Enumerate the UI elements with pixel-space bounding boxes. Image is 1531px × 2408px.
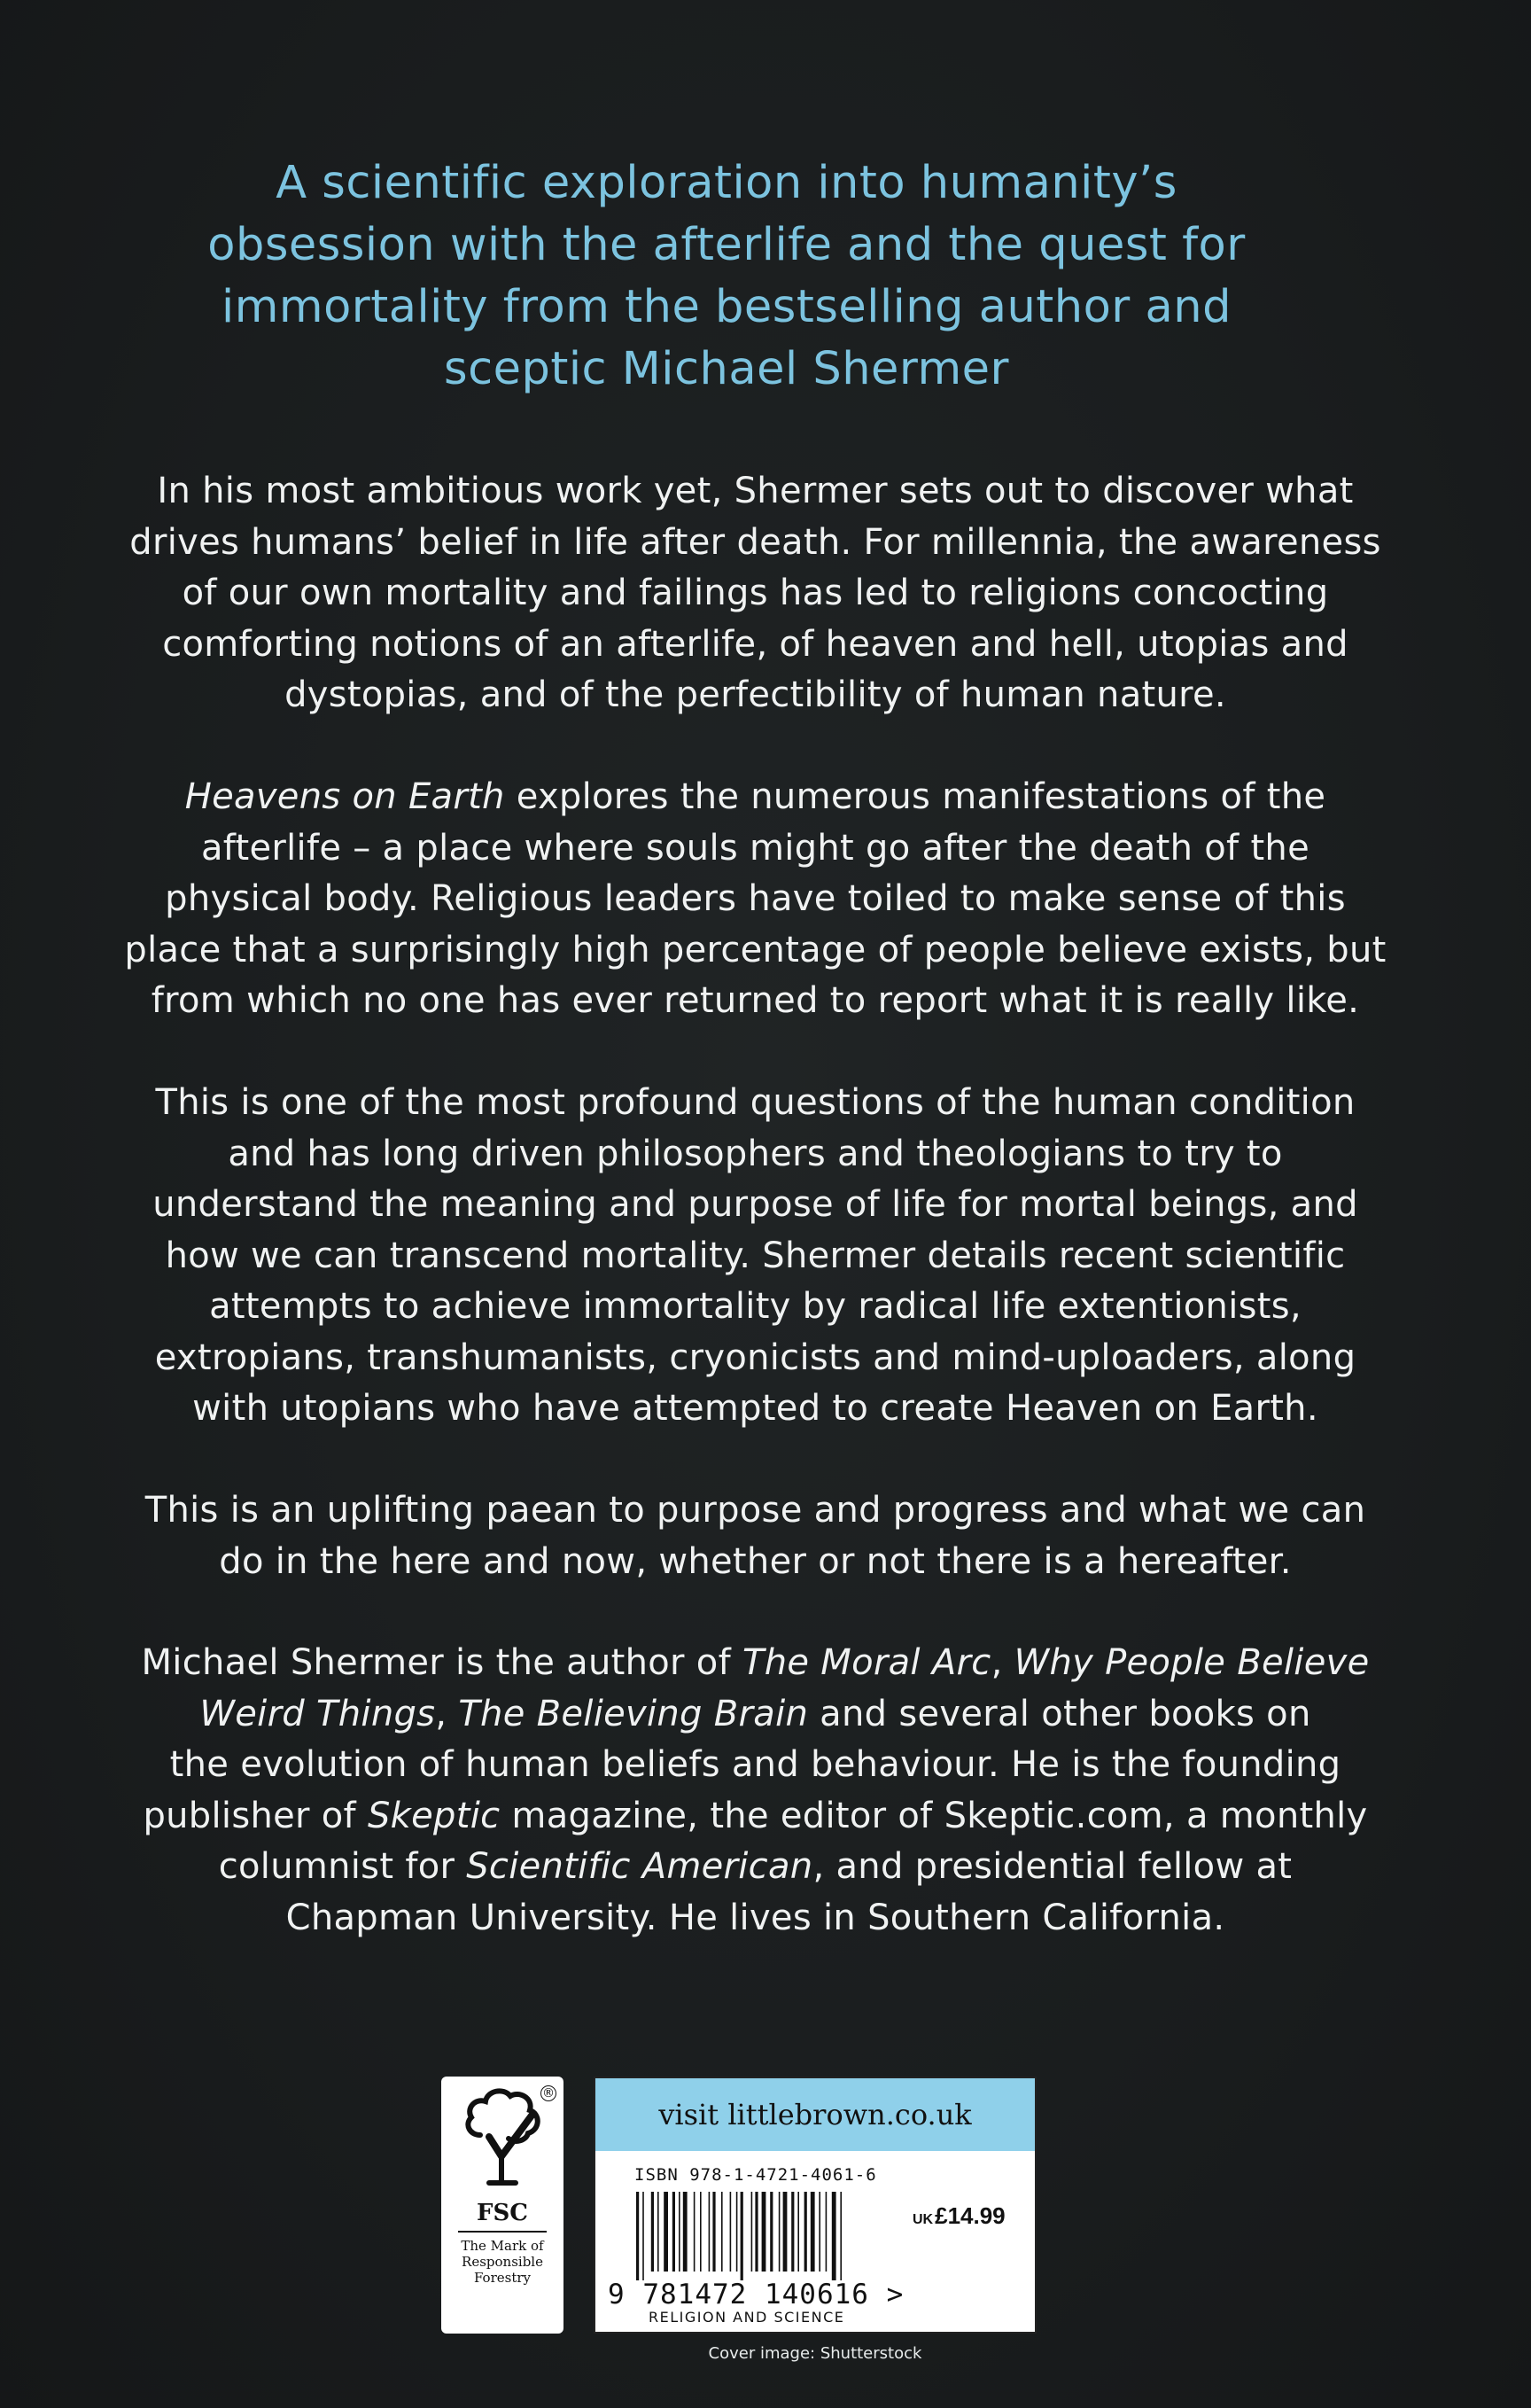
author-bio <box>106 1638 1404 1944</box>
text-line: understand the meaning and purpose of life for mortal beings, and <box>152 1184 1358 1225</box>
fsc-tagline-line: Responsible <box>462 2254 543 2270</box>
fsc-tagline <box>441 2238 563 2286</box>
barcode-bars <box>634 2192 900 2280</box>
barcode-bar <box>657 2192 659 2272</box>
barcode-bar <box>779 2192 781 2272</box>
text-line: comforting notions of an afterlife, of heaven and hell, utopias and <box>162 623 1348 665</box>
text-fragment: , <box>435 1693 459 1734</box>
text-line <box>106 1842 1404 1893</box>
text-line: attempts to achieve immortality by radical life extentionists, <box>209 1286 1302 1327</box>
text-fragment: , <box>991 1642 1014 1683</box>
text-line: This is one of the most profound questions of the human condition <box>155 1082 1356 1123</box>
blurb-paragraph-4 <box>106 1485 1404 1587</box>
barcode-bar <box>811 2192 815 2272</box>
barcode-bar <box>736 2192 738 2272</box>
category-label: RELIGION AND SCIENCE <box>649 2309 845 2326</box>
tagline-line: obsession with the afterlife and the quest for <box>207 219 1246 271</box>
magazine-title: Scientific American <box>466 1846 813 1887</box>
text-line <box>106 1638 1404 1689</box>
barcode-bar <box>651 2192 654 2272</box>
barcode-bar <box>751 2192 753 2272</box>
text-fragment: explores the numerous manifestations of the <box>504 776 1326 817</box>
barcode-bar <box>804 2192 807 2272</box>
barcode-bar <box>741 2192 743 2280</box>
book-title: The Believing Brain <box>458 1693 809 1734</box>
text-line: place that a surprisingly high percentage of people believe exists, but <box>124 929 1387 970</box>
barcode-bar <box>826 2192 828 2272</box>
text-line: In his most ambitious work yet, Shermer sets out to discover what <box>157 471 1354 511</box>
magazine-title: Skeptic <box>367 1795 501 1836</box>
text-fragment: columnist for <box>218 1846 467 1887</box>
book-title: Weird Things <box>199 1693 436 1734</box>
barcode-bar <box>636 2192 639 2280</box>
text-line: of our own mortality and failings has led to religions concocting <box>182 573 1329 613</box>
text-fragment: and several other books on <box>808 1693 1311 1734</box>
text-line <box>106 772 1404 823</box>
fsc-wordmark: FSC <box>477 2200 528 2226</box>
text-line: physical body. Religious leaders have toiled to make sense of this <box>165 878 1346 919</box>
text-fragment: magazine, the editor of Skeptic.com, a monthly <box>500 1795 1368 1836</box>
tagline-line: immortality from the bestselling author and <box>221 281 1232 333</box>
text-line: do in the here and now, whether or not there is a hereafter. <box>219 1540 1292 1582</box>
text-line: how we can transcend mortality. Shermer details recent scientific <box>165 1235 1346 1276</box>
price <box>913 2202 1006 2230</box>
text-line: with utopians who have attempted to create Heaven on Earth. <box>192 1388 1318 1429</box>
price-value: £14.99 <box>935 2202 1006 2229</box>
blurb-paragraph-3 <box>106 1078 1404 1435</box>
book-title: Why People Believe <box>1014 1642 1370 1683</box>
registered-mark: ® <box>542 2086 555 2100</box>
text-line <box>106 1791 1404 1843</box>
book-title: The Moral Arc <box>742 1642 991 1683</box>
fsc-logo <box>441 2077 563 2334</box>
barcode-bar <box>672 2192 675 2272</box>
barcode-bar <box>840 2192 842 2280</box>
text-line: This is an uplifting paean to purpose and progress and what we can <box>144 1490 1366 1531</box>
text-line: afterlife – a place where souls might go after the death of the <box>200 827 1310 869</box>
fsc-tagline-line: The Mark of <box>461 2238 544 2254</box>
text-fragment: Michael Shermer is the author of <box>141 1642 742 1683</box>
barcode-bar <box>819 2192 820 2272</box>
text-line: dystopias, and of the perfectibility of human nature. <box>284 674 1226 715</box>
text-line <box>106 1689 1404 1741</box>
barcode-bar <box>694 2192 696 2272</box>
barcode-bar <box>642 2192 644 2280</box>
barcode-bar <box>832 2192 836 2280</box>
tagline-line: A scientific exploration into humanity’s <box>276 157 1177 209</box>
book-title: Heavens on Earth <box>184 776 505 817</box>
barcode-bar <box>797 2192 799 2272</box>
blurb-paragraph-1 <box>106 466 1404 721</box>
divider <box>458 2231 547 2233</box>
barcode-bar <box>762 2192 766 2272</box>
text-line: from which no one has ever returned to report what it is really like. <box>151 980 1360 1021</box>
fsc-tagline-line: Forestry <box>473 2270 532 2286</box>
barcode-bar <box>783 2192 788 2272</box>
barcode-bar <box>712 2192 715 2272</box>
tagline <box>177 152 1276 401</box>
barcode-bar <box>683 2192 688 2272</box>
barcode-bar <box>721 2192 723 2272</box>
barcode-bar <box>730 2192 732 2272</box>
barcode-bar <box>755 2192 758 2272</box>
barcode-bar <box>664 2192 668 2272</box>
barcode-bar <box>700 2192 702 2272</box>
text-fragment: , and presidential fellow at <box>812 1846 1293 1887</box>
text-line: the evolution of human beliefs and behaviour. He is the founding <box>169 1744 1341 1785</box>
barcode-bar <box>679 2192 680 2272</box>
blurb-paragraph-2 <box>106 772 1404 1027</box>
tagline-line: sceptic Michael Shermer <box>444 343 1009 395</box>
text-line: Chapman University. He lives in Southern California. <box>285 1897 1225 1938</box>
text-line: extropians, transhumanists, cryonicists and mind-uploaders, along <box>154 1336 1356 1378</box>
isbn-text: ISBN 978-1-4721-4061-6 <box>634 2165 877 2185</box>
barcode-bar <box>791 2192 794 2272</box>
barcode-bar <box>770 2192 773 2272</box>
publisher-url: visit littlebrown.co.uk <box>595 2078 1035 2151</box>
text-line: and has long driven philosophers and theologians to try to <box>228 1133 1283 1174</box>
barcode-bar <box>709 2192 711 2272</box>
text-line: drives humans’ belief in life after death. For millennia, the awareness <box>129 521 1381 563</box>
tree-checkmark-icon <box>454 2084 551 2199</box>
price-prefix: UK <box>913 2212 934 2227</box>
cover-credit: Cover image: Shutterstock <box>708 2344 922 2363</box>
text-fragment: publisher of <box>143 1795 368 1836</box>
barcode-digits: 9 781472 140616 > <box>608 2279 905 2311</box>
barcode-panel <box>594 2077 1037 2334</box>
